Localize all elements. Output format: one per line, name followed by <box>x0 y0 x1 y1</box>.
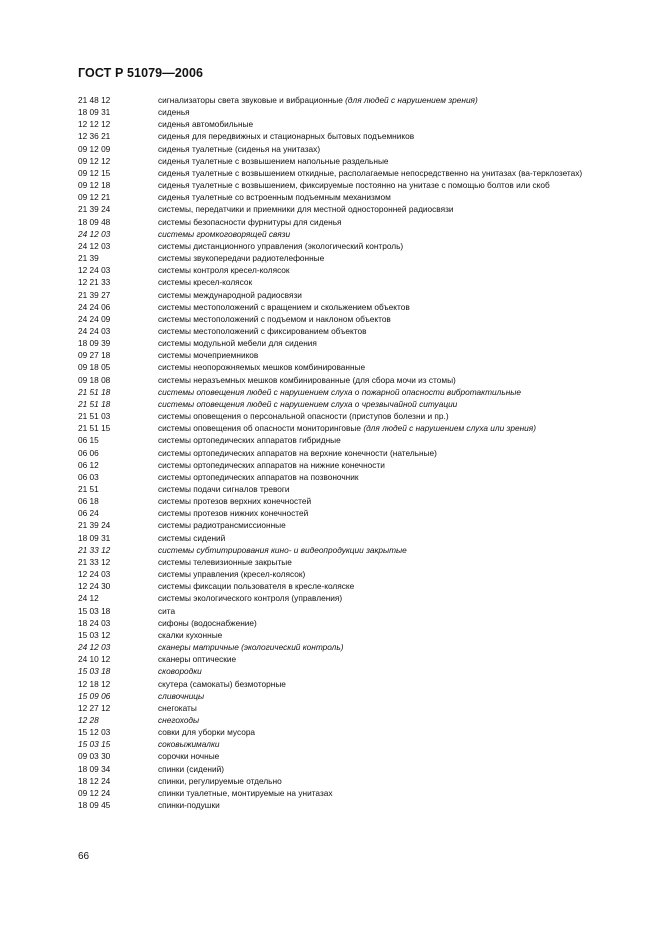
index-entry <box>78 653 618 665</box>
entry-text: системы международной радиосвязи <box>158 289 302 300</box>
index-entry <box>78 398 618 410</box>
entry-description <box>158 264 618 276</box>
entry-code: 24 24 06 <box>78 301 111 312</box>
entry-description <box>158 592 618 604</box>
entry-code: 18 12 24 <box>78 775 111 786</box>
index-entry <box>78 532 618 544</box>
index-entry <box>78 544 618 556</box>
entry-code: 09 27 18 <box>78 350 111 361</box>
entry-description <box>158 690 618 702</box>
entry-code: 21 51 <box>78 484 99 494</box>
index-entry <box>78 629 618 641</box>
entry-code: 21 48 12 <box>78 95 111 105</box>
entry-text: сиденья туалетные (сиденья на унитазах) <box>158 143 321 154</box>
entry-text: системы контроля кресел-колясок <box>158 265 290 276</box>
entry-text: системы местоположений с вращением и скольжением объектов <box>158 301 410 312</box>
entry-description <box>158 447 618 459</box>
entry-text: соковыжималки <box>158 739 220 750</box>
entry-code: 24 24 09 <box>78 313 111 324</box>
index-entry <box>78 434 618 446</box>
entry-code: 24 12 03 <box>78 240 111 251</box>
index-entry <box>78 167 618 179</box>
entry-description <box>158 641 618 653</box>
entry-description <box>158 325 618 337</box>
entry-code: 09 18 05 <box>78 362 111 373</box>
entry-code: 09 18 08 <box>78 374 111 385</box>
index-entry <box>78 447 618 459</box>
index-entry <box>78 507 618 519</box>
entry-code: 21 39 <box>78 253 99 264</box>
entry-code: 24 10 12 <box>78 654 111 665</box>
entry-text: спинки туалетные, монтируемые на унитазах <box>158 787 333 798</box>
entry-text: системы оповещения людей с нарушением слуха о чрезвычайной ситуации <box>158 398 458 409</box>
entry-description <box>158 374 618 386</box>
entry-code: 06 24 <box>78 508 99 519</box>
entry-text: системы громкоговорящей связи <box>158 228 291 239</box>
index-entry <box>78 714 618 726</box>
entry-code: 15 03 18 <box>78 666 111 677</box>
index-entry <box>78 471 618 483</box>
entry-description <box>158 252 618 264</box>
index-entry <box>78 228 618 240</box>
entry-code: 18 24 03 <box>78 617 111 628</box>
entry-description <box>158 130 618 142</box>
entry-code: 18 09 48 <box>78 216 111 227</box>
index-entry <box>78 422 618 434</box>
index-entry <box>78 641 618 653</box>
entry-description <box>158 750 618 762</box>
index-entry <box>78 130 618 142</box>
entry-description <box>158 495 618 507</box>
index-entry <box>78 374 618 386</box>
entry-description <box>158 605 618 617</box>
index-entry <box>78 203 618 215</box>
entry-code: 21 51 15 <box>78 423 111 434</box>
page-title: ГОСТ Р 51079—2006 <box>78 66 204 80</box>
entry-code: 24 12 03 <box>78 642 111 653</box>
entry-description <box>158 155 618 167</box>
entry-description <box>158 203 618 215</box>
entry-code: 24 12 03 <box>78 228 111 239</box>
index-entry <box>78 301 618 313</box>
entry-text: сиденья туалетные с возвышением откидные, располагаемые непосредственно на унитазах (ва-терклозетах) <box>158 167 583 178</box>
entry-description <box>158 434 618 446</box>
entry-text: системы мочеприемников <box>158 350 259 361</box>
entry-description <box>158 532 618 544</box>
entry-code: 12 28 <box>78 714 99 725</box>
index-entry <box>78 738 618 750</box>
index-entry <box>78 191 618 203</box>
entry-text: системы модульной мебели для сидения <box>158 338 317 349</box>
entry-description <box>158 653 618 665</box>
entry-description <box>158 289 618 301</box>
entry-description <box>158 422 618 434</box>
page-number: 66 <box>78 851 90 862</box>
index-entry <box>78 252 618 264</box>
entry-code: 15 09 06 <box>78 690 111 701</box>
entry-code: 12 18 12 <box>78 678 111 689</box>
entry-text: системы фиксации пользователя в кресле-коляске <box>158 581 355 592</box>
entry-text: системы местоположений с фиксированием объектов <box>158 325 367 336</box>
entry-code: 21 33 12 <box>78 544 111 555</box>
entry-description <box>158 787 618 799</box>
entry-code: 12 21 33 <box>78 277 111 288</box>
entry-text: системы звукопередачи радиотелефонные <box>158 253 325 264</box>
index-entry <box>78 410 618 422</box>
entry-description <box>158 301 618 313</box>
entry-code: 06 12 <box>78 459 99 470</box>
index-entry <box>78 495 618 507</box>
entry-text: системы безопасности фурнитуры для сиденья <box>158 216 342 227</box>
entry-text: системы неопорожняемых мешков комбинированные <box>158 362 366 373</box>
entry-description <box>158 349 618 361</box>
entry-code: 12 24 03 <box>78 265 111 276</box>
index-entry <box>78 313 618 325</box>
entry-text: системы ортопедических аппаратов на позвоночник <box>158 471 359 482</box>
entry-code: 09 12 21 <box>78 192 111 203</box>
entry-description <box>158 94 618 106</box>
index-entry <box>78 325 618 337</box>
entry-text: сиденья для передвижных и стационарных бытовых подъемников <box>158 131 415 142</box>
entry-text: спинки-подушки <box>158 800 220 811</box>
entry-text: системы неразъемных мешков комбинированные (для сбора мочи из стомы) <box>158 374 456 385</box>
index-entry <box>78 361 618 373</box>
entry-description <box>158 167 618 179</box>
index-entry <box>78 799 618 811</box>
entry-code: 06 15 <box>78 435 99 446</box>
entry-code: 12 27 12 <box>78 702 111 713</box>
entry-code: 09 12 24 <box>78 787 111 798</box>
entry-text: системы ортопедических аппаратов на верхние конечности (нательные) <box>158 447 437 458</box>
entry-code: 09 12 09 <box>78 143 111 154</box>
index-entry <box>78 155 618 167</box>
index-list <box>78 94 618 811</box>
entry-description <box>158 763 618 775</box>
entry-note: (для людей с нарушением зрения) <box>345 95 478 105</box>
entry-description <box>158 483 618 495</box>
entry-description <box>158 118 618 130</box>
entry-description <box>158 361 618 373</box>
entry-text: системы телевизионные закрытые <box>158 556 292 567</box>
entry-code: 18 09 31 <box>78 107 111 118</box>
entry-text: снегокаты <box>158 702 197 713</box>
entry-text: совки для уборки мусора <box>158 727 256 738</box>
entry-text: спинки, регулируемые отдельно <box>158 775 282 786</box>
entry-description <box>158 459 618 471</box>
entry-code: 24 24 03 <box>78 325 111 336</box>
entry-text: снегоходы <box>158 714 200 725</box>
index-entry <box>78 556 618 568</box>
entry-code: 24 12 <box>78 593 99 604</box>
entry-description <box>158 143 618 155</box>
index-entry <box>78 459 618 471</box>
index-entry <box>78 349 618 361</box>
entry-text: сиденья автомобильные <box>158 119 254 130</box>
entry-text: сита <box>158 605 176 616</box>
index-entry <box>78 665 618 677</box>
index-entry <box>78 264 618 276</box>
index-entry <box>78 386 618 398</box>
entry-description <box>158 507 618 519</box>
entry-code: 21 51 18 <box>78 398 111 409</box>
entry-text: системы оповещения людей с нарушением слуха о пожарной опасности вибротактильные <box>158 386 521 397</box>
entry-description <box>158 398 618 410</box>
entry-code: 15 03 12 <box>78 629 111 640</box>
entry-text: сиденья туалетные с возвышением, фиксируемые постоянно на унитазе с помощью болтов или скоб <box>158 180 550 191</box>
entry-description <box>158 544 618 556</box>
index-entry <box>78 605 618 617</box>
entry-description <box>158 313 618 325</box>
index-entry <box>78 216 618 228</box>
entry-text: системы подачи сигналов тревоги <box>158 484 290 494</box>
entry-text: системы протезов верхних конечностей <box>158 496 312 507</box>
entry-description <box>158 191 618 203</box>
entry-text: системы протезов нижних конечностей <box>158 508 309 519</box>
entry-code: 09 12 12 <box>78 155 111 166</box>
entry-code: 15 12 03 <box>78 727 111 738</box>
entry-text: системы радиотрансмиссионные <box>158 520 286 531</box>
entry-description <box>158 216 618 228</box>
entry-description <box>158 240 618 252</box>
entry-text: сифоны (водоснабжение) <box>158 617 257 628</box>
entry-description <box>158 702 618 714</box>
entry-description <box>158 556 618 568</box>
entry-text: системы ортопедических аппаратов на нижние конечности <box>158 459 385 470</box>
index-entry <box>78 179 618 191</box>
entry-description <box>158 471 618 483</box>
entry-description <box>158 775 618 787</box>
index-entry <box>78 775 618 787</box>
entry-text: сканеры оптические <box>158 654 237 665</box>
entry-text: сковородки <box>158 666 202 677</box>
entry-text: сиденья туалетные со встроенным подъемным механизмом <box>158 192 391 203</box>
entry-text: системы дистанционного управления (экологический контроль) <box>158 240 404 251</box>
entry-description <box>158 738 618 750</box>
entry-code: 06 18 <box>78 496 99 507</box>
entry-text: системы управления (кресел-колясок) <box>158 569 306 580</box>
index-entry <box>78 617 618 629</box>
index-entry <box>78 763 618 775</box>
entry-text: скалки кухонные <box>158 629 223 640</box>
index-entry <box>78 787 618 799</box>
entry-description <box>158 629 618 641</box>
index-entry <box>78 94 618 106</box>
entry-text: сиденья туалетные с возвышением напольные раздельные <box>158 155 389 166</box>
index-entry <box>78 240 618 252</box>
index-entry <box>78 106 618 118</box>
entry-code: 09 12 15 <box>78 167 111 178</box>
index-entry <box>78 750 618 762</box>
entry-description <box>158 617 618 629</box>
index-entry <box>78 143 618 155</box>
entry-code: 21 33 12 <box>78 556 111 567</box>
entry-code: 12 24 30 <box>78 581 111 592</box>
entry-text: системы оповещения об опасности мониторинговые <box>158 423 364 434</box>
entry-code: 21 51 18 <box>78 386 111 397</box>
entry-code: 18 09 45 <box>78 800 111 811</box>
entry-text: системы ортопедических аппаратов гибридные <box>158 435 341 446</box>
entry-description <box>158 106 618 118</box>
entry-code: 21 39 24 <box>78 520 111 531</box>
index-entry <box>78 568 618 580</box>
index-entry <box>78 726 618 738</box>
entry-description <box>158 386 618 398</box>
index-entry <box>78 580 618 592</box>
entry-code: 06 06 <box>78 447 99 458</box>
entry-code: 18 09 34 <box>78 763 111 774</box>
entry-text: системы местоположений с подъемом и наклоном объектов <box>158 313 391 324</box>
entry-code: 12 12 12 <box>78 119 111 130</box>
entry-text: системы кресел-колясок <box>158 277 253 288</box>
entry-description <box>158 678 618 690</box>
index-entry <box>78 702 618 714</box>
entry-text: системы экологического контроля (управления) <box>158 593 343 604</box>
entry-description <box>158 228 618 240</box>
entry-text: сканеры матричные (экологический контроль) <box>158 642 344 653</box>
entry-description <box>158 726 618 738</box>
index-entry <box>78 690 618 702</box>
index-entry <box>78 276 618 288</box>
entry-code: 18 09 31 <box>78 532 111 543</box>
entry-code: 15 03 15 <box>78 739 111 750</box>
entry-description <box>158 276 618 288</box>
entry-text: спинки (сидений) <box>158 763 225 774</box>
entry-description <box>158 580 618 592</box>
entry-text: сигнализаторы света звуковые и вибрационные <box>158 95 346 105</box>
entry-description <box>158 410 618 422</box>
entry-text: системы оповещения о персональной опасности (приступов болезни и пр.) <box>158 411 449 422</box>
entry-text: системы, передатчики и приемники для местной односторонней радиосвязи <box>158 204 454 215</box>
entry-text: скутера (самокаты) безмоторные <box>158 678 286 689</box>
entry-description <box>158 179 618 191</box>
entry-code: 21 39 27 <box>78 289 111 300</box>
entry-description <box>158 519 618 531</box>
entry-description <box>158 799 618 811</box>
index-entry <box>78 678 618 690</box>
entry-description <box>158 337 618 349</box>
entry-description <box>158 665 618 677</box>
index-entry <box>78 118 618 130</box>
entry-code: 21 39 24 <box>78 204 111 215</box>
entry-description <box>158 568 618 580</box>
entry-code: 18 09 39 <box>78 338 111 349</box>
index-entry <box>78 337 618 349</box>
entry-note: (для людей с нарушением слуха или зрения) <box>363 423 536 434</box>
entry-text: системы сидений <box>158 532 226 543</box>
entry-code: 06 03 <box>78 471 99 482</box>
index-entry <box>78 519 618 531</box>
entry-code: 09 12 18 <box>78 180 111 191</box>
entry-code: 09 03 30 <box>78 751 111 762</box>
entry-text: сливочницы <box>158 690 205 701</box>
entry-code: 15 03 18 <box>78 605 111 616</box>
entry-text: сиденья <box>158 107 190 118</box>
entry-text: системы субтитрирования кино- и видеопродукции закрытые <box>158 544 407 555</box>
index-entry <box>78 483 618 495</box>
entry-description <box>158 714 618 726</box>
index-entry <box>78 592 618 604</box>
entry-code: 21 51 03 <box>78 411 111 422</box>
entry-text: сорочки ночные <box>158 751 220 762</box>
entry-code: 12 24 03 <box>78 569 111 580</box>
entry-code: 12 36 21 <box>78 131 111 142</box>
index-entry <box>78 289 618 301</box>
